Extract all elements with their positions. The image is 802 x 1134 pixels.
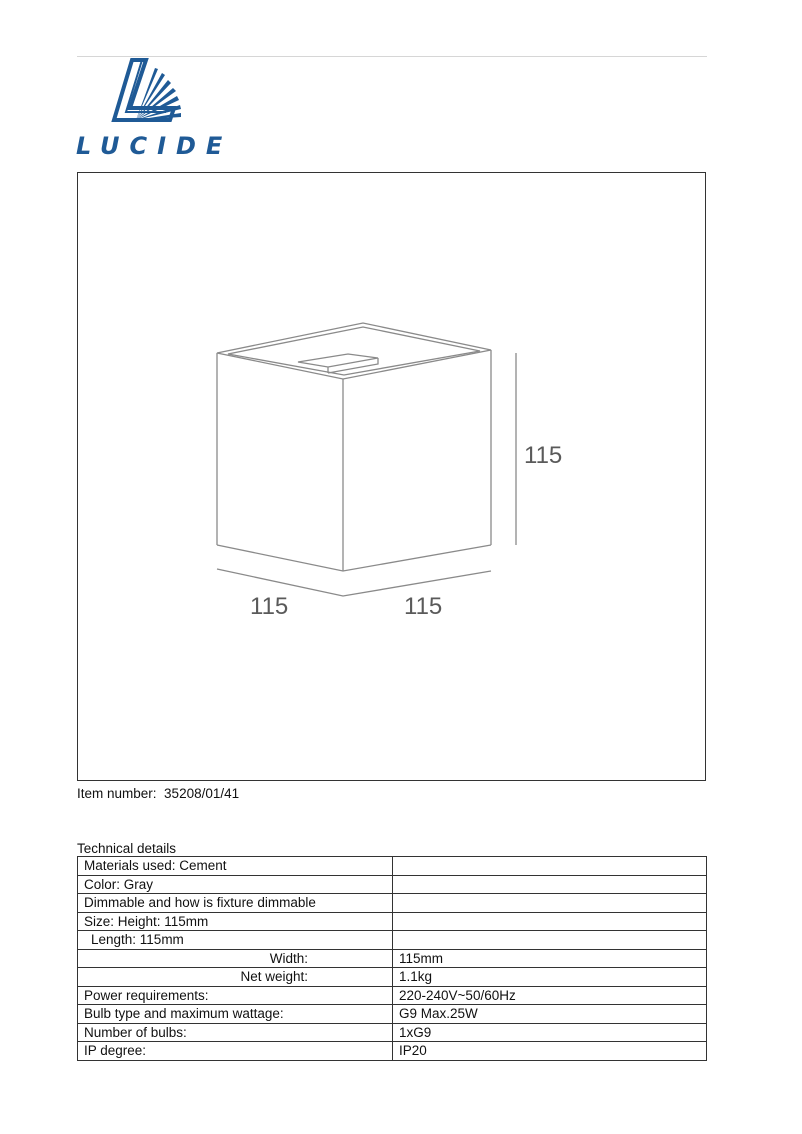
table-row (78, 857, 707, 876)
spec-value: 1.1kg (393, 968, 707, 987)
spec-value (393, 912, 707, 931)
spec-label: Materials used: Cement (78, 857, 393, 876)
spec-label: Number of bulbs: (78, 1023, 393, 1042)
table-row (78, 968, 707, 987)
table-row (78, 912, 707, 931)
spec-label: Length: 115mm (78, 931, 393, 950)
spec-value: 220-240V~50/60Hz (393, 986, 707, 1005)
spec-label: Dimmable and how is fixture dimmable (78, 894, 393, 913)
length-dimension: 115 (250, 593, 289, 620)
technical-details-table (77, 856, 707, 1061)
spec-value: 1xG9 (393, 1023, 707, 1042)
header-rule (77, 56, 707, 57)
spec-value: 115mm (393, 949, 707, 968)
spec-label: Bulb type and maximum wattage: (78, 1005, 393, 1024)
spec-value (393, 931, 707, 950)
spec-value: IP20 (393, 1042, 707, 1061)
table-row (78, 1042, 707, 1061)
height-dimension: 115 (524, 442, 563, 469)
spec-label: Size: Height: 115mm (78, 912, 393, 931)
table-row (78, 1005, 707, 1024)
table-row (78, 986, 707, 1005)
item-number (77, 786, 239, 801)
table-row (78, 875, 707, 894)
table-row (78, 949, 707, 968)
item-number-label: Item number: (77, 786, 157, 801)
spec-label: Net weight: (78, 968, 393, 987)
width-dimension: 115 (404, 593, 443, 620)
spec-label: Color: Gray (78, 875, 393, 894)
product-drawing (77, 172, 706, 781)
logo-wordmark: LUCIDE (76, 132, 224, 158)
spec-label: IP degree: (78, 1042, 393, 1061)
spec-value: G9 Max.25W (393, 1005, 707, 1024)
spec-value (393, 857, 707, 876)
technical-details-heading: Technical details (77, 841, 177, 856)
spec-label: Width: (78, 949, 393, 968)
table-row (78, 1023, 707, 1042)
table-row (78, 931, 707, 950)
spec-label: Power requirements: (78, 986, 393, 1005)
spec-value (393, 894, 707, 913)
lucide-logo (74, 58, 224, 158)
table-row (78, 894, 707, 913)
spec-value (393, 875, 707, 894)
item-number-value: 35208/01/41 (164, 786, 240, 801)
